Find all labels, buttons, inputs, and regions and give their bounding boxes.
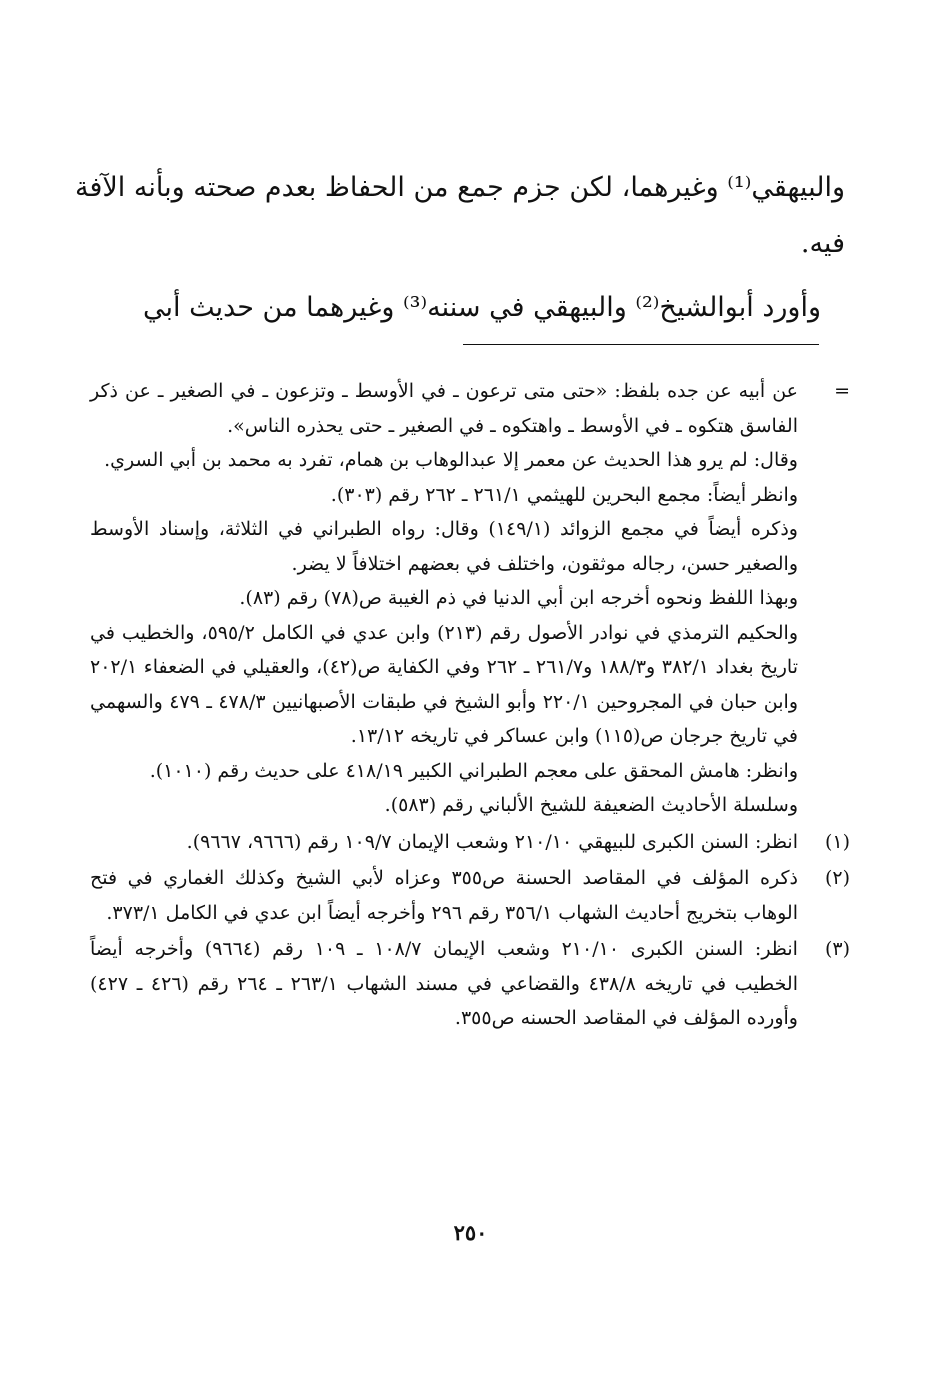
footnote-continuation	[90, 374, 850, 823]
footnote-number: (١)	[824, 830, 850, 853]
continuation-paragraph: وانظر: هامش المحقق على معجم الطبراني الكبير ٤١٨/١٩ على حديث رقم (١٠١٠).	[149, 759, 798, 782]
main-paragraph-2: وأورد أبوالشيخ⁽²⁾ والبيهقي في سننه⁽³⁾ وغيرهما من حديث أبي	[142, 292, 821, 323]
footnotes	[90, 374, 850, 1036]
footnote-number: (٣)	[824, 938, 850, 960]
continuation-paragraph: وبهذا اللفظ ونحوه أخرجه ابن أبي الدنيا في ذم الغيبة ص(٧٨) رقم (٨٣).	[239, 587, 798, 609]
footnote-3	[90, 932, 850, 1036]
continuation-mark: =	[834, 380, 850, 402]
footnote-separator	[463, 344, 819, 345]
footnote-1	[90, 825, 850, 860]
continuation-paragraph: عن أبيه عن جده بلفظ: «حتى متى ترعون ـ في الأوسط ـ وتزعون ـ في الصغير ـ عن ذكر الفاسق هتكوه ـ في الأوسط ـ واهتكوه ـ في الصغير ـ حتى يحذره الناس».	[90, 380, 798, 437]
main-text	[75, 160, 845, 336]
footnote-text: انظر: السنن الكبرى للبيهقي ٢١٠/١٠ وشعب الإيمان ١٠٩/٧ رقم (٩٦٦٦، ٩٦٦٧).	[186, 830, 798, 853]
footnote-text: انظر: السنن الكبرى ٢١٠/١٠ وشعب الإيمان ١٠٨/٧ ـ ١٠٩ رقم (٩٦٦٤) وأخرجه أيضاً الخطيب في تاريخه ٤٣٨/٨ والقضاعي في مسند الشهاب ٢٦٣/١ ـ ٢٦٤ رقم (٤٢٦ ـ ٤٢٧) وأورده المؤلف في المقاصد الحسنه ص٣٥٥.	[90, 938, 798, 1029]
footnote-number: (٢)	[824, 867, 850, 889]
page-number: ٢٥٠	[453, 1220, 488, 1245]
continuation-paragraph: وسلسلة الأحاديث الضعيفة للشيخ الألباني رقم (٥٨٣).	[384, 794, 798, 816]
continuation-paragraph: وذكره أيضاً في مجمع الزوائد (١٤٩/١) وقال: رواه الطبراني في الثلاثة، وإسناد الأوسط والصغير حسن، رجاله موثقون، واختلف في بعضهم اختلافاً لا يضر.	[90, 518, 798, 575]
continuation-paragraph: وانظر أيضاً: مجمع البحرين للهيثمي ٢٦١/١ ـ ٢٦٢ رقم (٣٠٣).	[330, 483, 798, 506]
footnote-text: ذكره المؤلف في المقاصد الحسنة ص٣٥٥ وعزاه لأبي الشيخ وكذلك الغماري في فتح الوهاب بتخريج أحاديث الشهاب ٣٥٦/١ رقم ٢٩٦ وأخرجه أيضاً ابن عدي في الكامل ٣٧٣/١.	[90, 867, 798, 924]
continuation-paragraph: والحكيم الترمذي في نوادر الأصول رقم (٢١٣) وابن عدي في الكامل ٥٩٥/٢، والخطيب في تاريخ بغداد ٣٨٢/١ و١٨٨/٣ و٢٦١/٧ ـ ٢٦٢ وفي الكفاية ص(٤٢)، والعقيلي في الضعفاء ٢٠٢/١ وابن حبان في المجروحين ٢٢٠/١ وأبو الشيخ في طبقات الأصبهانيين ٤٧٨/٣ ـ ٤٧٩ والسهمي في تاريخ جرجان ص(١١٥) وابن عساكر في تاريخه ١٣/١٢.	[90, 621, 799, 747]
footnote-2	[90, 861, 850, 930]
continuation-paragraph: وقال: لم يرو هذا الحديث عن معمر إلا عبدالوهاب بن همام، تفرد به محمد بن أبي السري.	[104, 449, 798, 471]
main-paragraph-1: والبيهقي⁽¹⁾ وغيرهما، لكن جزم جمع من الحفاظ بعدم صحته وبأنه الآفة فيه.	[75, 172, 845, 259]
